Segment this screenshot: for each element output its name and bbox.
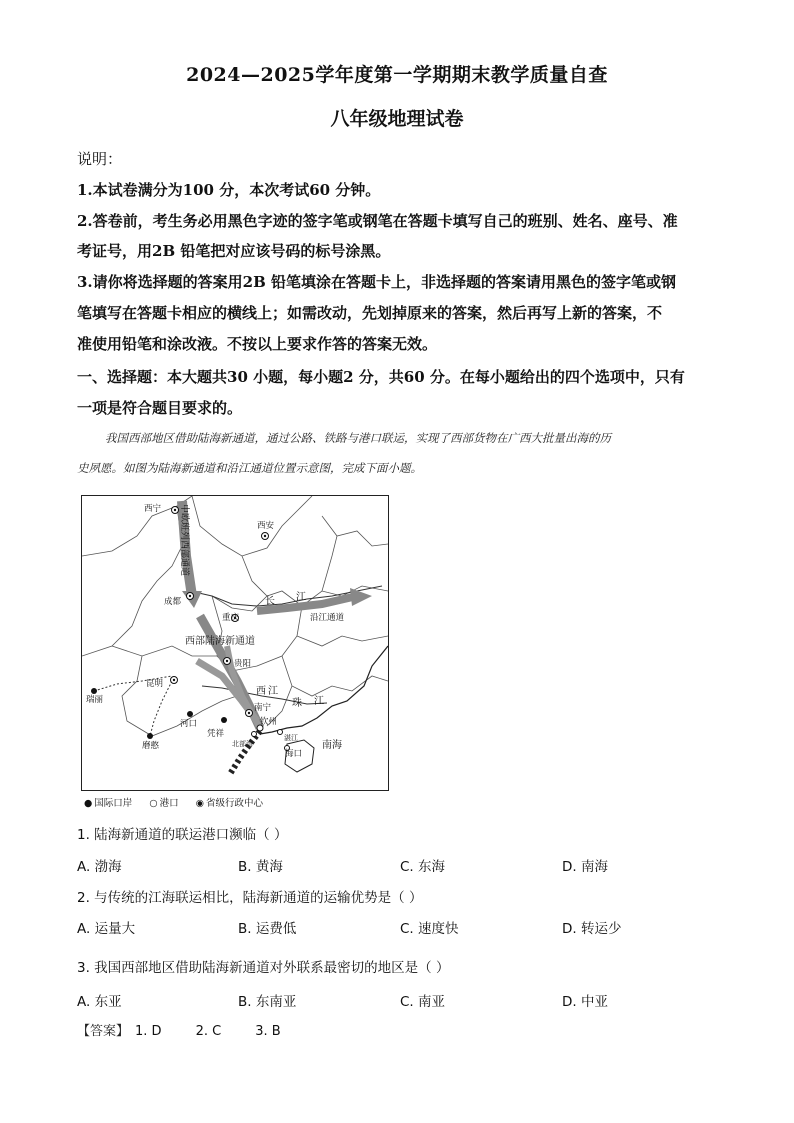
question-2-option-a[interactable]: A. 运量大 — [77, 921, 136, 937]
question-1-option-b[interactable]: B. 黄海 — [238, 859, 283, 875]
mohan-marker — [147, 733, 153, 739]
answer-tag: 【答案】 — [77, 1024, 130, 1039]
label-beibuwan: 北部湾 — [232, 740, 253, 748]
section-1-heading-line-1: 一、选择题：本大题共30 小题，每小题2 分，共60 分。在每小题给出的四个选项中，只有 — [77, 368, 685, 386]
instruction-2-line-1: 2.答卷前，考生务必用黑色字迹的签字笔或钢笔在答题卡填写自己的班别、姓名、座号、准 — [77, 212, 678, 230]
boundary-line — [322, 536, 337, 591]
label-hekou: 河口 — [180, 719, 198, 729]
label-xijiang-xi: 西 — [256, 686, 266, 697]
label-xining: 西宁 — [144, 504, 162, 514]
label-kunming: 昆明 — [146, 679, 164, 689]
answer-line — [77, 1020, 309, 1039]
legend-intl-port: ● 国际口岸 — [84, 798, 133, 809]
label-qinzhou: 钦州 — [260, 717, 278, 727]
label-xian: 西安 — [257, 521, 275, 531]
instruction-3-line-1: 3.请你将选择题的答案用2B 铅笔填涂在答题卡上，非选择题的答案请用黑色的签字笔或钢 — [77, 273, 677, 291]
label-zhujiang-zhu: 珠 — [292, 698, 302, 709]
question-1-option-a[interactable]: A. 渤海 — [77, 859, 122, 875]
label-yangtze-jiang: 江 — [296, 592, 306, 603]
instruction-3-line-3: 准使用铅笔和涂改液。不按以上要求作答的答案无效。 — [77, 335, 438, 353]
instruction-2-line-2: 考证号，用2B 铅笔把对应该号码的标号涂黑。 — [77, 242, 391, 260]
boundary-line — [192, 496, 312, 556]
map-legend — [84, 795, 277, 809]
exam-title: 2024—2025学年度第一学期期末教学质量自查 — [186, 64, 608, 86]
pingxiang-marker — [221, 717, 227, 723]
target-icon: ◉ — [195, 798, 204, 809]
question-2-option-c[interactable]: C. 速度快 — [400, 921, 459, 937]
sea-route-arrow — [230, 731, 260, 774]
label-mohan: 磨憨 — [142, 741, 160, 751]
intro-line-1: 我国西部地区借助陆海新通道，通过公路、铁路与港口联运，实现了西部货物在广西大批量出海的历 — [105, 431, 611, 445]
legend-capital: ◉ 省级行政中心 — [195, 798, 263, 809]
mohan-route — [150, 681, 172, 736]
circle-icon: ○ — [149, 798, 158, 809]
instruction-3-line-2: 笔填写在答题卡相应的横线上；如需改动，先划掉原来的答案，然后再写上新的答案，不 — [77, 304, 663, 322]
hekou-marker — [187, 711, 193, 717]
label-nanhai: 南海 — [322, 740, 342, 751]
label-chongqing: 重庆 — [222, 613, 240, 623]
label-ruili: 瑞丽 — [86, 695, 104, 705]
label-yangtze-chang: 长 — [265, 596, 275, 607]
question-2-option-b[interactable]: B. 运费低 — [238, 921, 297, 937]
label-chengdu: 成都 — [164, 597, 182, 607]
boundary-line — [322, 516, 388, 546]
section-1-heading-line-2: 一项是符合题目要求的。 — [77, 399, 243, 417]
label-xijiang-jiang: 江 — [268, 686, 278, 697]
instruction-1: 1.本试卷满分为100 分，本次考试60 分钟。 — [77, 181, 381, 199]
instructions-heading: 说明： — [77, 150, 123, 168]
boundary-line — [297, 636, 388, 646]
question-1-option-d[interactable]: D. 南海 — [562, 859, 608, 875]
question-1-stem: 1. 陆海新通道的联运港口濒临（ ） — [77, 827, 288, 843]
question-3-stem: 3. 我国西部地区借助陆海新通道对外联系最密切的地区是（ ） — [77, 960, 450, 976]
boundary-line — [82, 496, 192, 556]
question-3-option-a[interactable]: A. 东亚 — [77, 994, 122, 1010]
dot-icon: ● — [84, 798, 93, 809]
boundary-line — [112, 646, 217, 656]
label-zhujiang-jiang: 江 — [314, 696, 324, 707]
question-3-option-c[interactable]: C. 南亚 — [400, 994, 446, 1010]
boundary-line — [282, 656, 388, 696]
label-haikou: 海口 — [285, 749, 303, 759]
corridor-map — [81, 495, 389, 791]
question-3-option-b[interactable]: B. 东南亚 — [238, 994, 297, 1010]
label-westland-corridor: 西部陆海新通道 — [185, 636, 255, 647]
answer-3: 3. B — [255, 1024, 281, 1039]
boundary-line — [82, 506, 182, 656]
question-2-option-d[interactable]: D. 转运少 — [562, 921, 622, 937]
zhanjiang-marker — [278, 730, 283, 735]
label-guiyang: 贵阳 — [234, 659, 252, 669]
answer-2: 2. C — [195, 1024, 222, 1039]
label-nanning: 南宁 — [254, 703, 272, 713]
ruili-marker — [91, 688, 97, 694]
label-yanjiang-corridor: 沿江通道 — [310, 613, 345, 623]
answer-1: 1. D — [135, 1024, 162, 1039]
label-zhanjiang: 湛江 — [284, 734, 298, 742]
label-zhongou-corridor: 中欧班列西部通道 — [179, 504, 189, 577]
question-1-option-c[interactable]: C. 东海 — [400, 859, 446, 875]
legend-port: ○ 港口 — [149, 798, 179, 809]
question-3-option-d[interactable]: D. 中亚 — [562, 994, 608, 1010]
map-svg — [82, 496, 388, 790]
label-pingxiang: 凭祥 — [207, 729, 225, 739]
beibuwan-marker — [252, 732, 257, 737]
intro-line-2: 史夙愿。如图为陆海新通道和沿江通道位置示意图，完成下面小题。 — [77, 461, 422, 475]
exam-subtitle: 八年级地理试卷 — [330, 108, 464, 130]
question-2-stem: 2. 与传统的江海联运相比，陆海新通道的运输优势是（ ） — [77, 890, 423, 906]
